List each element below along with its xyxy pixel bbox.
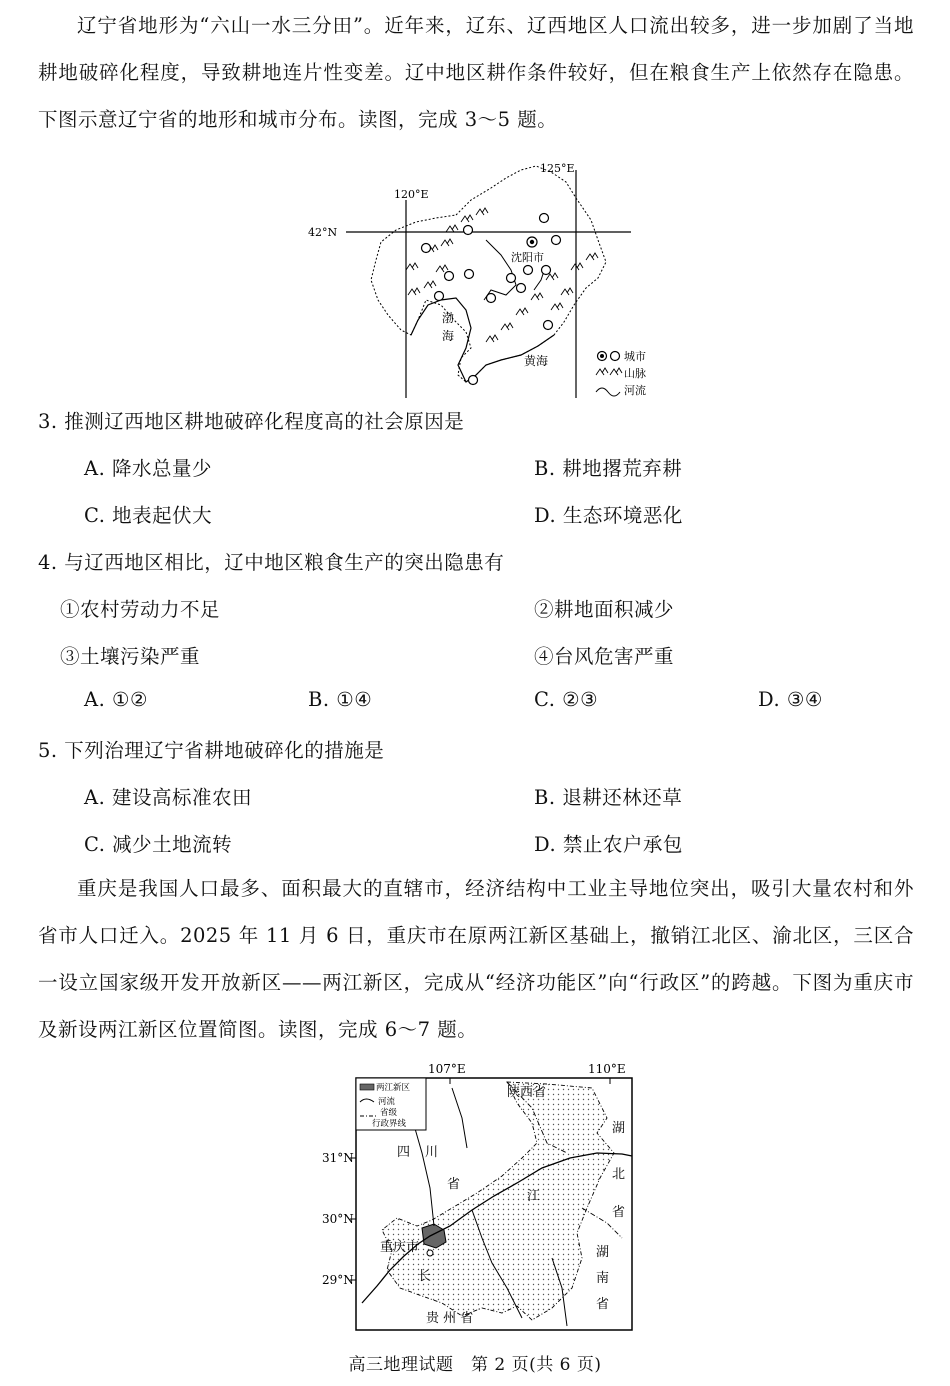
map1-legend [596,350,646,397]
lat-30-label: 30°N [322,1212,354,1226]
q4-option-c[interactable]: C. ②③ [534,688,599,711]
hunan-label-3: 省 [596,1297,610,1312]
lon-125-label: 125°E [540,162,575,175]
chang-label: 长 [418,1269,432,1284]
lon-110-label: 110°E [588,1062,626,1076]
q5-option-d[interactable]: D. 禁止农户承包 [534,833,683,856]
q3-option-c[interactable]: C. 地表起伏大 [84,504,213,527]
legend-city: 城市 [624,350,646,363]
q3-option-d[interactable]: D. 生态环境恶化 [534,504,683,527]
coastline [411,298,554,382]
legend-river-2: 河流 [378,1097,396,1107]
q4-item-1: ①农村劳动力不足 [60,598,221,621]
q5-stem: 5. 下列治理辽宁省耕地破碎化的措施是 [38,739,385,762]
jiang-label: 江 [527,1189,541,1204]
bohai-label-1: 渤 [442,311,455,325]
q5-option-c[interactable]: C. 减少土地流转 [84,833,233,856]
hubei-label-2: 北 [612,1167,626,1182]
shenyang-label: 沈阳市 [511,251,544,264]
sichuan-label-3: 省 [447,1177,461,1192]
guizhou-label: 贵 州 省 [426,1311,474,1326]
bohai-label-2: 海 [442,329,455,343]
hunan-label-1: 湖 [596,1245,610,1260]
legend-boundary-1: 省级 [380,1108,398,1118]
q4-item-4: ④台风危害严重 [534,645,675,668]
passage-chongqing: 重庆是我国人口最多、面积最大的直辖市，经济结构中工业主导地位突出，吸引大量农村和外省市人口迁入。2025 年 11 月 6 日，重庆市在原两江新区基础上，撤销江北区、渝北区，三区合一设立国家级开发开放新区——两江新区，完成从“经济功能区”向“行政区”的跨越。下图为重庆市及新设两江新区位置简图。读图，完成 6～7 题。 [38,877,914,1041]
sichuan-label-2: 川 [425,1145,439,1160]
q4-option-a[interactable]: A. ①② [84,688,148,711]
shenyang-marker [527,237,537,247]
passage-liaoning: 辽宁省地形为“六山一水三分田”。近年来，辽东、辽西地区人口流出较多，进一步加剧了当地耕地破碎化程度，导致耕地连片性变差。辽中地区耕作条件较好，但在粮食生产上依然存在隐患。下图示意辽宁省的地形和城市分布。读图，完成 3～5 题。 [38,14,914,131]
liao-river [484,240,516,300]
lon-120-label: 120°E [394,188,429,201]
q3-option-a[interactable]: A. 降水总量少 [84,457,212,480]
q4-option-b[interactable]: B. ①④ [308,688,373,711]
shaanxi-label: 陕西省 [507,1085,547,1100]
lon-107-label: 107°E [428,1062,466,1076]
lat-29-label: 29°N [322,1273,354,1287]
lat-31-label: 31°N [322,1151,354,1165]
liaoning-map [306,160,666,398]
map2-legend [356,1078,426,1130]
chongqing-label: 重庆市 [380,1240,420,1255]
huanghai-label: 黄海 [524,354,549,368]
q5-option-b[interactable]: B. 退耕还林还草 [534,786,683,809]
q3-stem: 3. 推测辽西地区耕地破碎化程度高的社会原因是 [38,410,465,433]
chongqing-city-marker [427,1250,433,1256]
q4-item-3: ③土壤污染严重 [60,645,201,668]
legend-river: 河流 [624,384,646,397]
q3-option-b[interactable]: B. 耕地撂荒弃耕 [534,457,683,480]
legend-mountain: 山脉 [624,367,646,380]
q4-item-2: ②耕地面积减少 [534,598,675,621]
q5-option-a[interactable]: A. 建设高标准农田 [84,786,252,809]
legend-boundary-2: 行政界线 [372,1119,407,1129]
chongqing-map [322,1058,640,1336]
sichuan-label-1: 四 [397,1145,411,1160]
mountain-symbols-east [486,253,598,342]
hunan-label-2: 南 [596,1271,610,1286]
page-footer: 高三地理试题 第 2 页(共 6 页) [348,1355,602,1375]
hubei-label-1: 湖 [612,1121,626,1136]
lat-42-label: 42°N [308,226,338,239]
q4-stem: 4. 与辽西地区相比，辽中地区粮食生产的突出隐患有 [38,551,505,574]
q4-option-d[interactable]: D. ③④ [758,688,823,711]
hubei-label-3: 省 [612,1205,626,1220]
legend-new-area: 两江新区 [376,1083,411,1093]
